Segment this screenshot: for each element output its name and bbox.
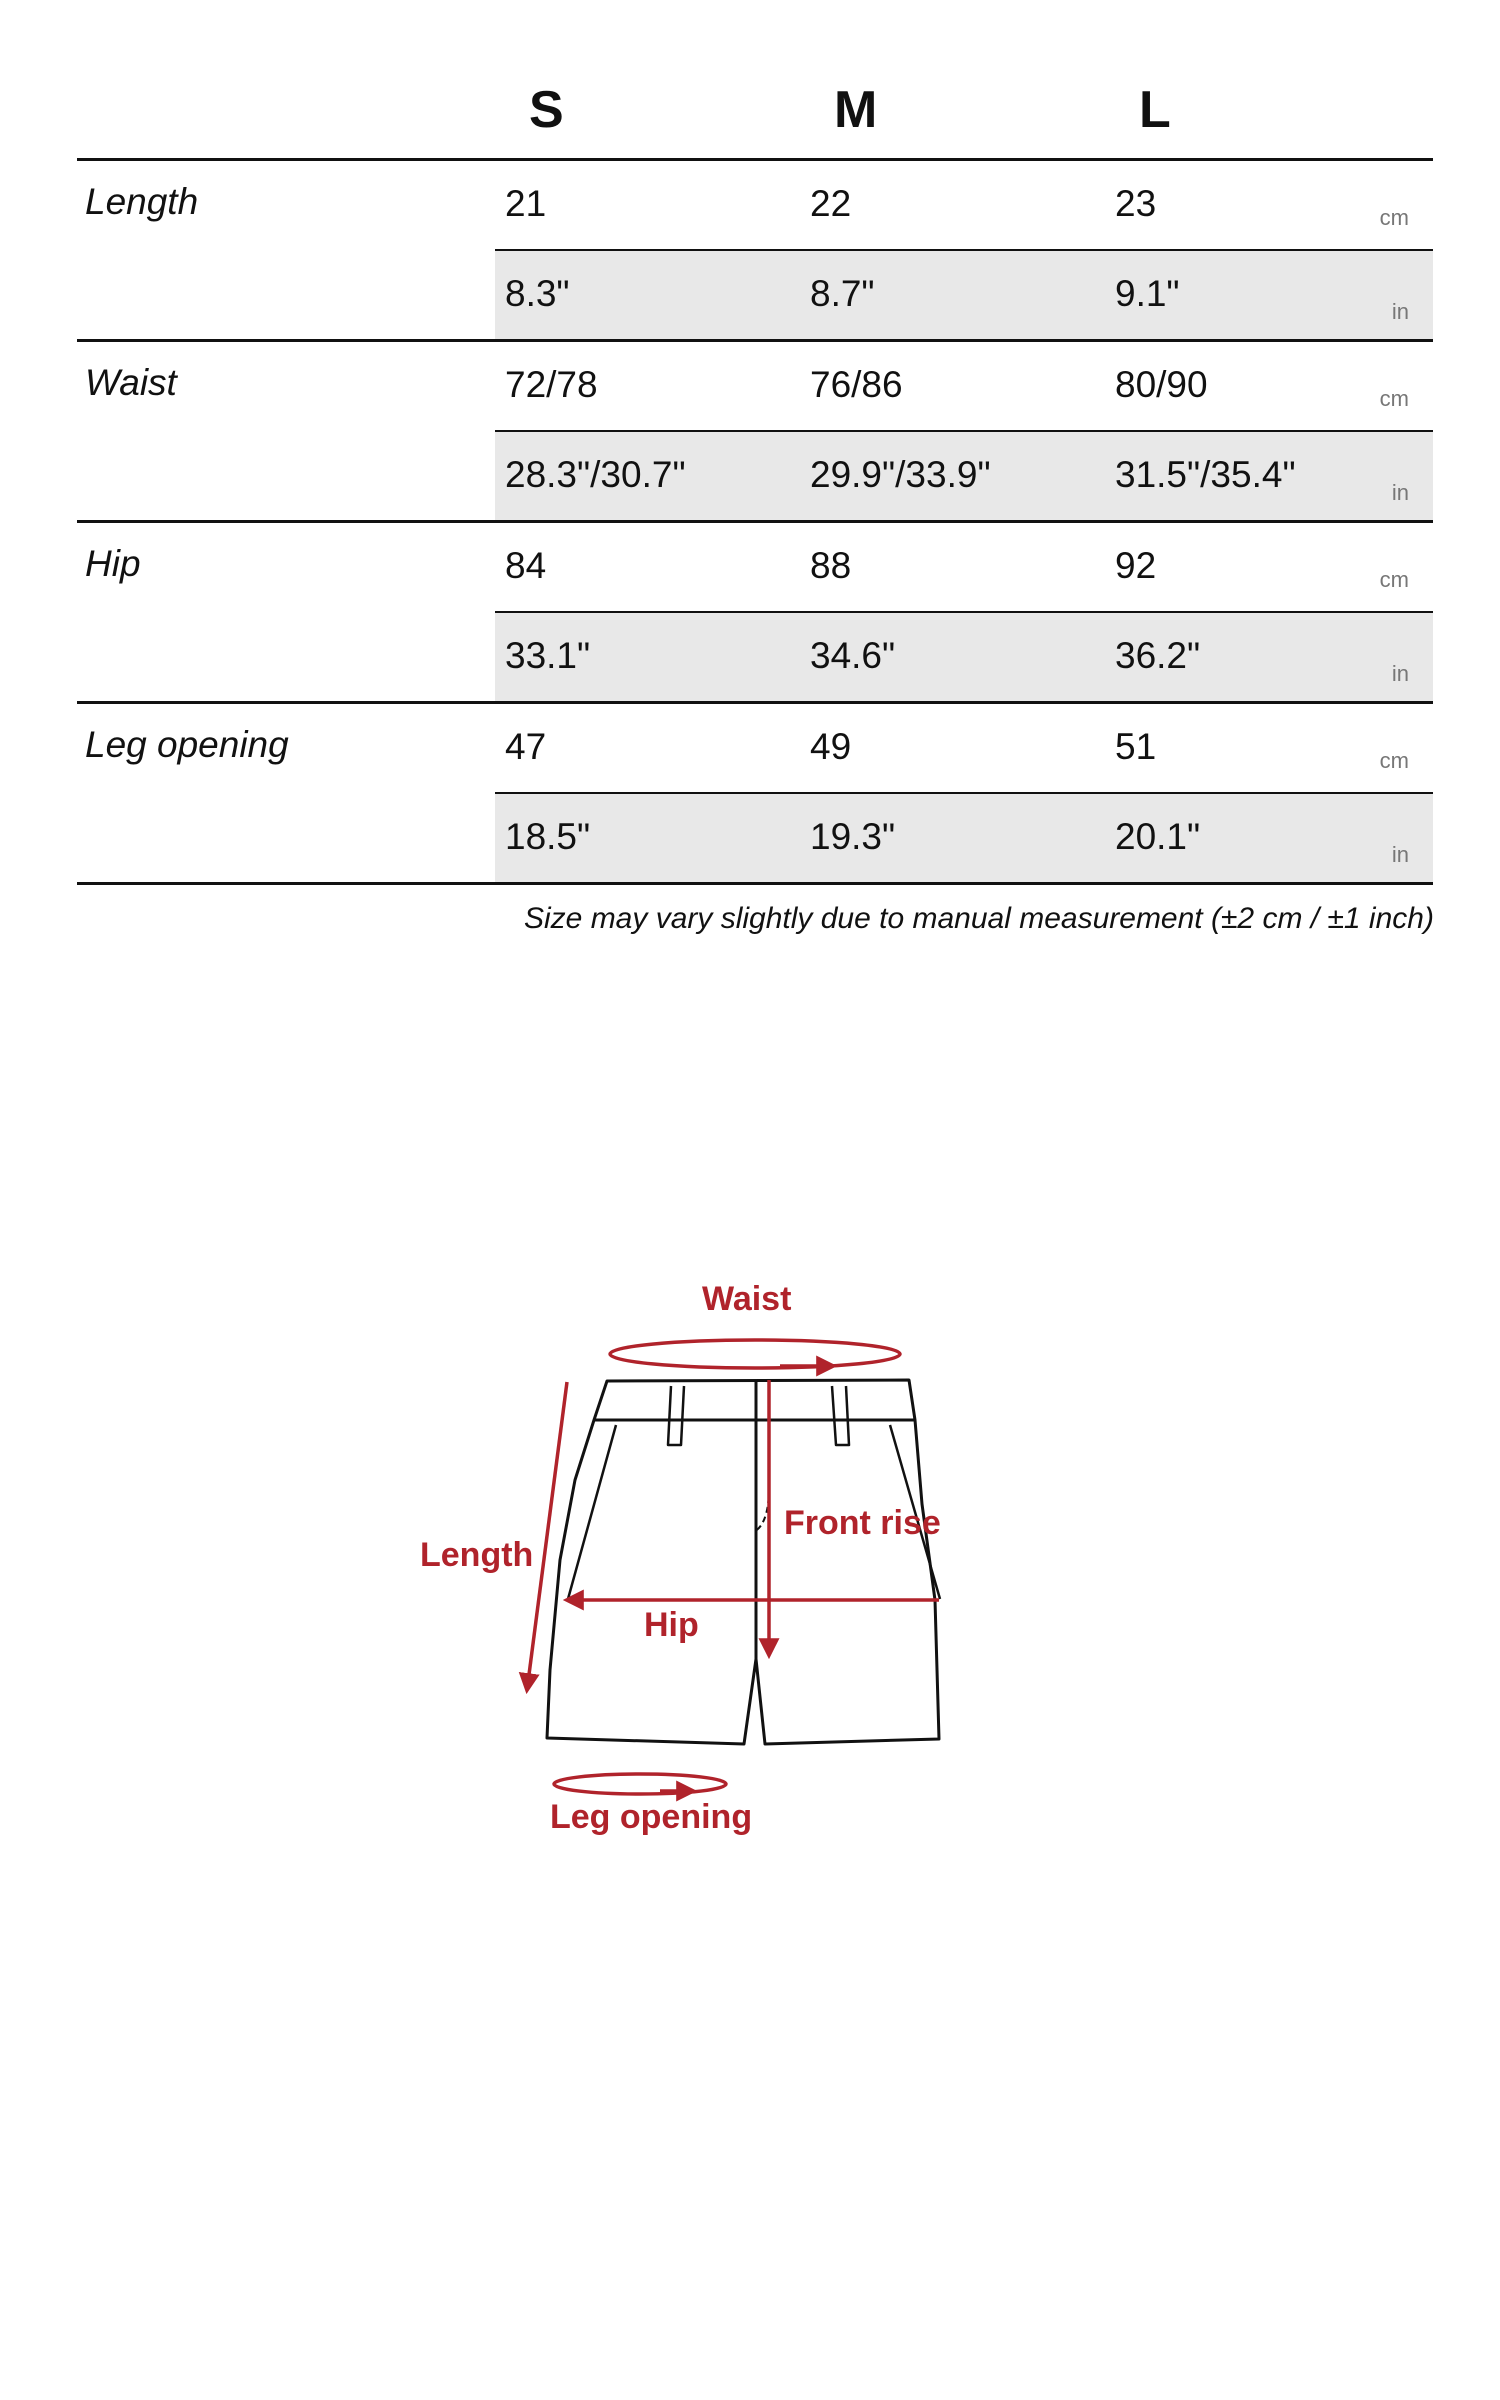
value-l-cm: 92 — [1115, 545, 1157, 586]
value-l-cm: 80/90 — [1115, 364, 1208, 405]
value-s-in: 28.3"/30.7" — [505, 454, 686, 495]
measurement-group-hip — [77, 523, 1433, 703]
measurement-group-length — [77, 161, 1433, 341]
in-row — [495, 613, 1433, 701]
measurement-label: Hip — [85, 543, 141, 584]
unit-in: in — [1391, 480, 1409, 505]
value-m-in: 34.6" — [810, 635, 896, 676]
value-l-in: 9.1" — [1115, 273, 1180, 314]
length-label: Length — [420, 1536, 534, 1574]
table-rule — [77, 882, 1433, 885]
value-l-cm: 23 — [1115, 183, 1157, 224]
cm-row — [495, 523, 1433, 611]
cm-row — [495, 161, 1433, 249]
leg-opening-label: Leg opening — [550, 1798, 753, 1836]
value-s-in: 8.3" — [505, 273, 570, 314]
unit-cm: cm — [1379, 205, 1409, 230]
value-m-cm: 22 — [810, 183, 852, 224]
size-chart-table — [77, 0, 1433, 884]
value-m-in: 29.9"/33.9" — [810, 454, 991, 495]
value-s-cm: 72/78 — [505, 364, 598, 405]
unit-in: in — [1391, 842, 1409, 867]
unit-in: in — [1391, 299, 1409, 324]
in-row — [495, 794, 1433, 882]
value-s-in: 18.5" — [505, 816, 591, 857]
cm-row — [495, 342, 1433, 430]
value-s-cm: 47 — [505, 726, 547, 767]
size-header-s: S — [529, 81, 564, 139]
shorts-outline — [547, 1380, 940, 1744]
in-row — [495, 251, 1433, 339]
value-m-cm: 49 — [810, 726, 852, 767]
in-row — [495, 432, 1433, 520]
measurement-note: Size may vary slightly due to manual measurement (±2 cm / ±1 inch) — [524, 902, 1434, 935]
unit-cm: cm — [1379, 567, 1409, 592]
waist-label: Waist — [702, 1280, 792, 1318]
measurement-label: Length — [85, 181, 199, 222]
unit-cm: cm — [1379, 748, 1409, 773]
value-l-cm: 51 — [1115, 726, 1157, 767]
hip-label: Hip — [644, 1606, 699, 1644]
value-l-in: 31.5"/35.4" — [1115, 454, 1296, 495]
value-s-cm: 21 — [505, 183, 547, 224]
value-m-in: 19.3" — [810, 816, 896, 857]
measurement-group-leg-opening — [77, 704, 1433, 884]
value-s-in: 33.1" — [505, 635, 591, 676]
unit-in: in — [1391, 661, 1409, 686]
shorts-measurement-diagram — [400, 1260, 1000, 1860]
value-s-cm: 84 — [505, 545, 547, 586]
value-m-cm: 88 — [810, 545, 852, 586]
front-rise-label: Front rise — [784, 1504, 941, 1542]
size-header-row — [77, 0, 1433, 158]
size-header-m: M — [834, 81, 878, 139]
measurement-group-waist — [77, 342, 1433, 522]
cm-row — [495, 704, 1433, 792]
unit-cm: cm — [1379, 386, 1409, 411]
size-header-l: L — [1139, 81, 1171, 139]
value-l-in: 36.2" — [1115, 635, 1201, 676]
value-m-cm: 76/86 — [810, 364, 903, 405]
measurement-label: Leg opening — [85, 724, 289, 765]
value-m-in: 8.7" — [810, 273, 875, 314]
measurement-label: Waist — [85, 362, 177, 403]
value-l-in: 20.1" — [1115, 816, 1201, 857]
